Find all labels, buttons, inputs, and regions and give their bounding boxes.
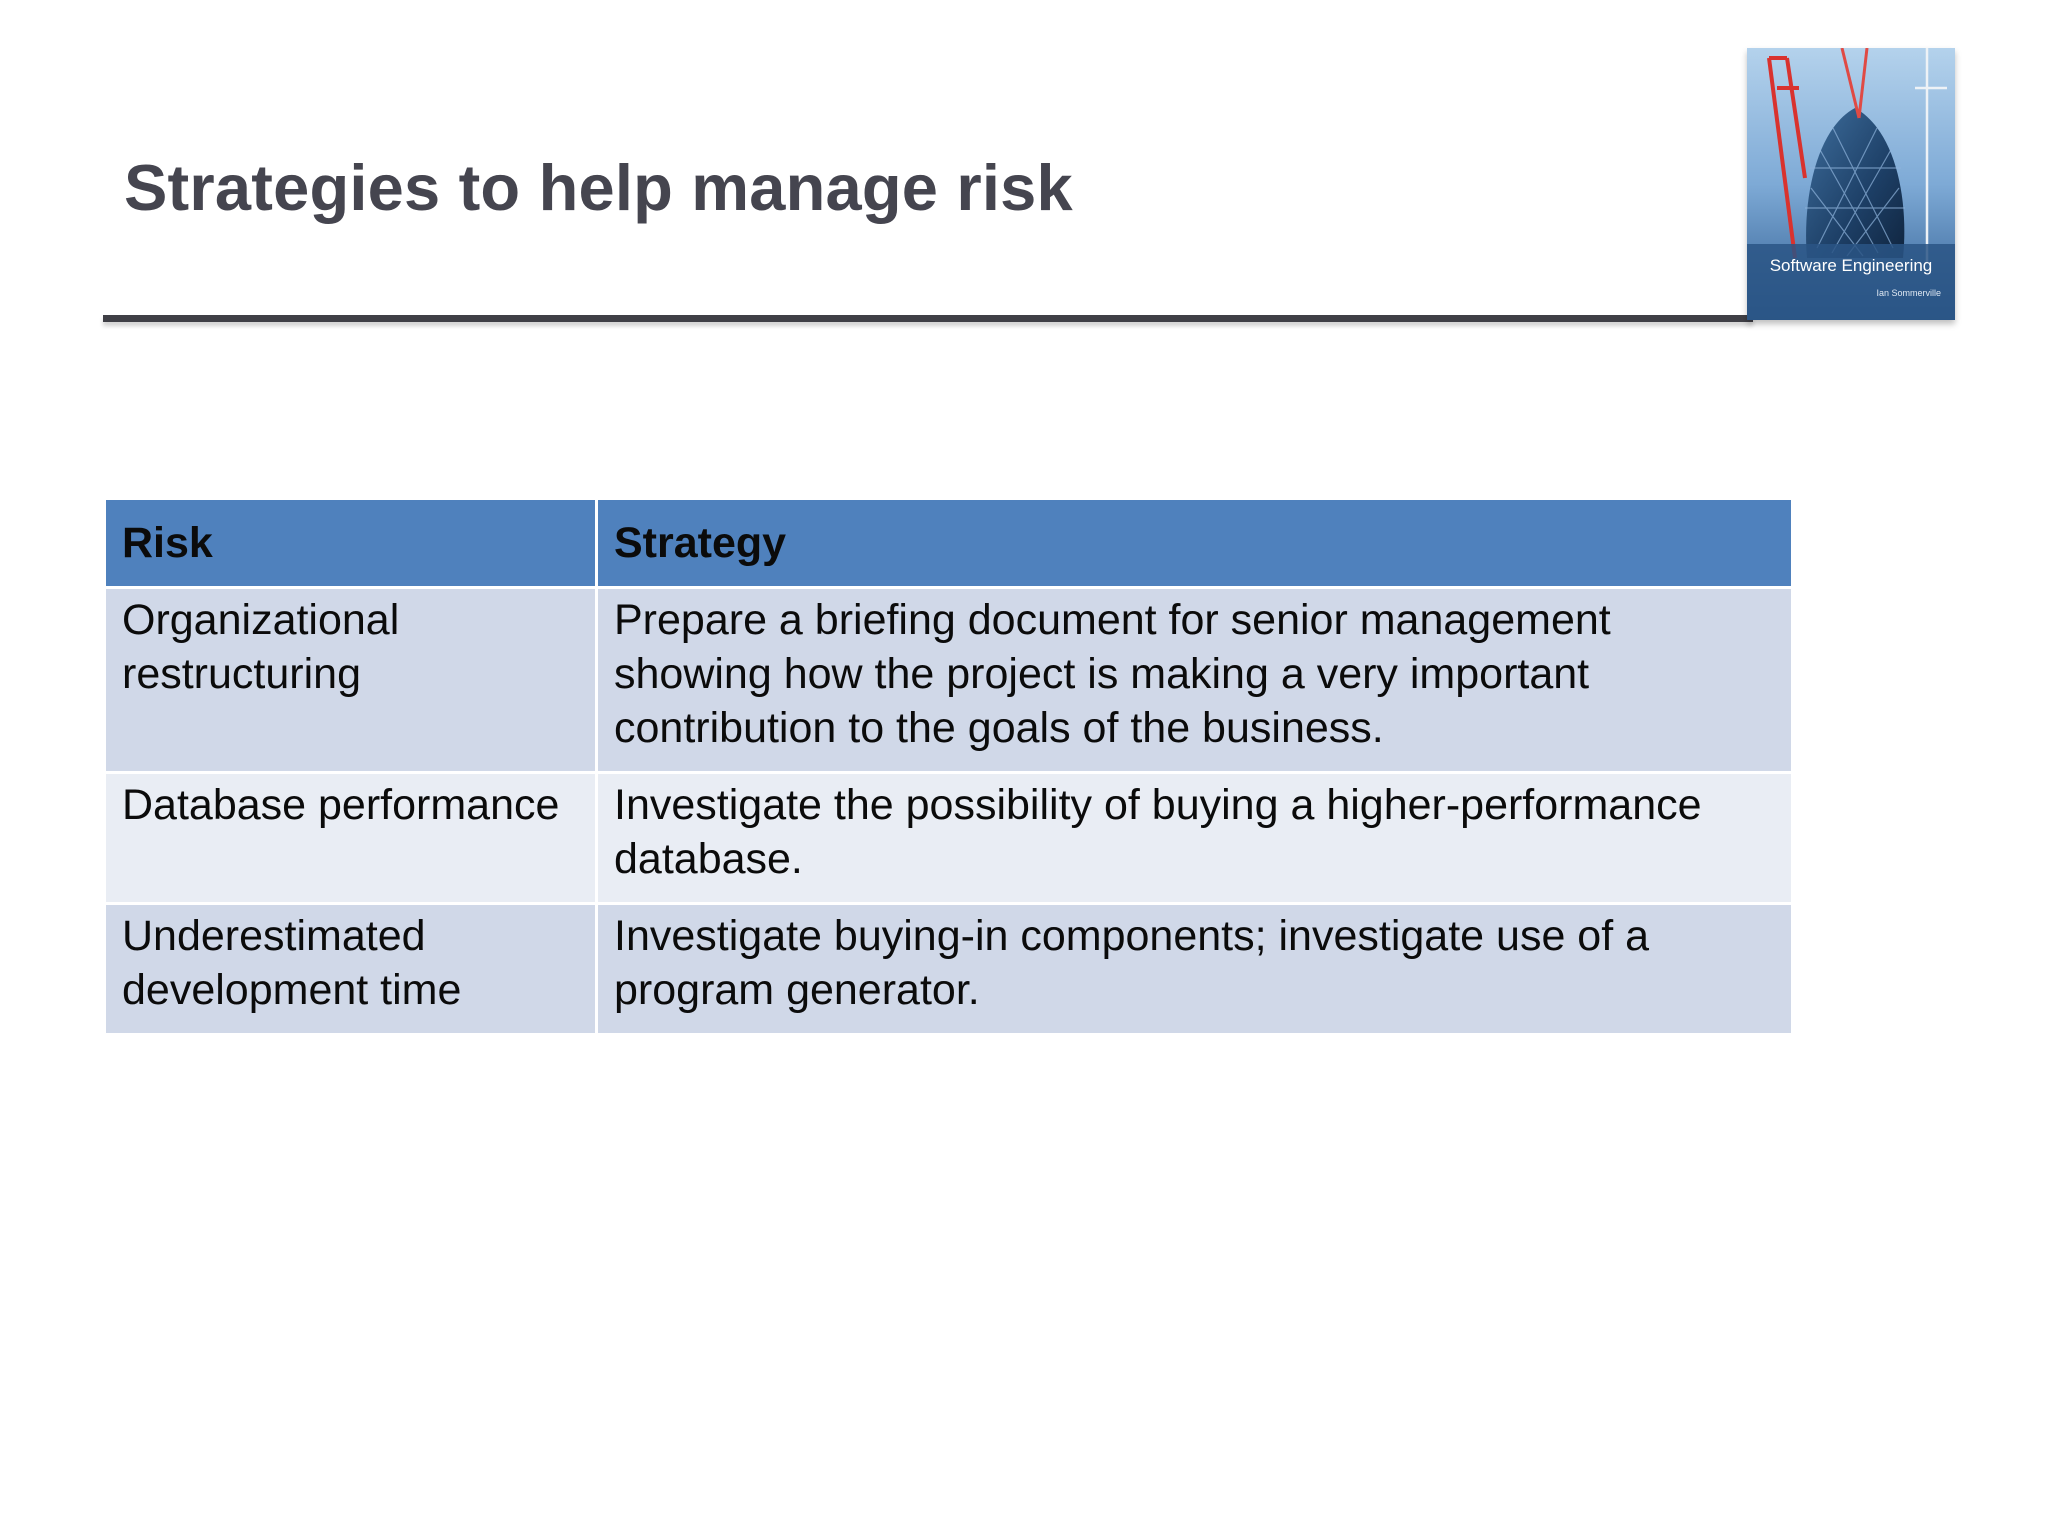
strategy-cell: Prepare a briefing document for senior management showing how the project is making a very important contribution to the goals of the business.	[597, 588, 1793, 773]
table-row	[105, 904, 1793, 1035]
slide-title: Strategies to help manage risk	[124, 151, 1073, 224]
table-header-row	[105, 499, 1793, 588]
header-strategy: Strategy	[597, 499, 1793, 588]
table-row	[105, 588, 1793, 773]
strategy-cell: Investigate buying-in components; investigate use of a program generator.	[597, 904, 1793, 1035]
strategy-cell: Investigate the possibility of buying a higher-performance database.	[597, 773, 1793, 904]
header-risk: Risk	[105, 499, 597, 588]
building-illustration-icon	[1747, 48, 1955, 320]
risk-cell: Underestimated development time	[105, 904, 597, 1035]
cover-author: Ian Sommerville	[1876, 288, 1941, 298]
risk-strategy-table	[103, 497, 1794, 1036]
book-cover-image	[1747, 48, 1955, 320]
table-row	[105, 773, 1793, 904]
title-divider	[103, 315, 1753, 322]
risk-cell: Organizational restructuring	[105, 588, 597, 773]
cover-title: Software Engineering	[1769, 256, 1933, 275]
risk-cell: Database performance	[105, 773, 597, 904]
